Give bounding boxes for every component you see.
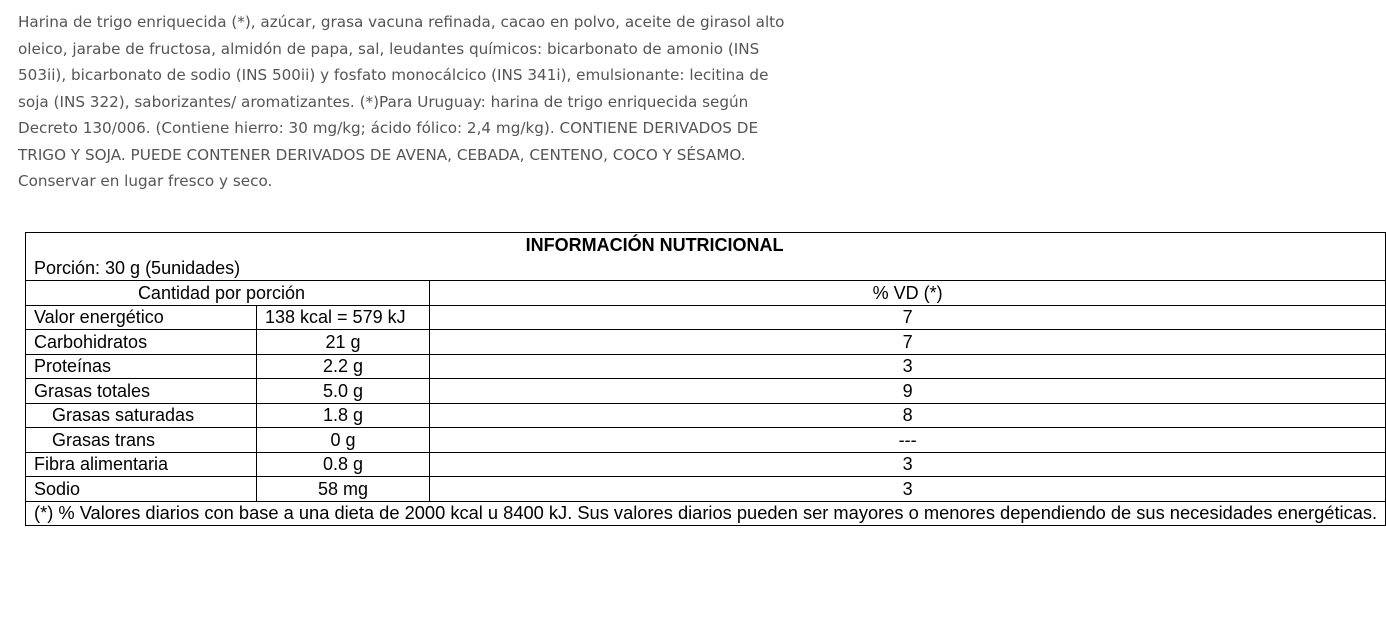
table-row	[26, 379, 1386, 404]
nutrient-name: Carbohidratos	[26, 330, 257, 355]
header-amount: Cantidad por porción	[26, 281, 430, 306]
nutrient-amount: 0 g	[257, 428, 430, 453]
portion-size: Porción: 30 g (5unidades)	[26, 257, 1386, 281]
header-vd: % VD (*)	[430, 281, 1386, 306]
nutrient-amount: 0.8 g	[257, 452, 430, 477]
nutrient-amount: 2.2 g	[257, 354, 430, 379]
nutrient-name: Grasas totales	[26, 379, 257, 404]
ingredients-line: oleico, jarabe de fructosa, almidón de papa, sal, leudantes químicos: bicarbonato de amonio (INS	[18, 39, 760, 58]
nutrient-name: Valor energético	[26, 305, 257, 330]
nutrient-name: Proteínas	[26, 354, 257, 379]
footnote: (*) % Valores diarios con base a una dieta de 2000 kcal u 8400 kJ. Sus valores diarios pueden ser mayores o menores dependiendo de sus necesidades energéticas.	[26, 501, 1386, 526]
table-row	[26, 452, 1386, 477]
nutrient-amount: 58 mg	[257, 477, 430, 502]
nutrient-vd: 3	[430, 354, 1386, 379]
nutrient-vd: 3	[430, 477, 1386, 502]
table-title-row	[26, 233, 1386, 257]
table-row	[26, 305, 1386, 330]
nutrient-amount: 21 g	[257, 330, 430, 355]
ingredients-line: TRIGO Y SOJA. PUEDE CONTENER DERIVADOS DE AVENA, CEBADA, CENTENO, COCO Y SÉSAMO.	[18, 145, 746, 164]
table-title: INFORMACIÓN NUTRICIONAL	[26, 233, 1386, 257]
ingredients-line: Conservar en lugar fresco y seco.	[18, 172, 273, 190]
header-row	[26, 281, 1386, 306]
nutrient-vd: 8	[430, 403, 1386, 428]
nutrient-vd: 3	[430, 452, 1386, 477]
footnote-row	[26, 501, 1386, 526]
table-row	[26, 477, 1386, 502]
nutrient-amount: 1.8 g	[257, 403, 430, 428]
nutrient-vd: ---	[430, 428, 1386, 453]
portion-row	[26, 257, 1386, 281]
nutrient-vd: 7	[430, 330, 1386, 355]
ingredients-text	[18, 9, 784, 195]
table-row	[26, 330, 1386, 355]
nutrient-name: Sodio	[26, 477, 257, 502]
table-row	[26, 354, 1386, 379]
nutrition-table	[25, 232, 1386, 526]
nutrient-name: Grasas trans	[26, 428, 257, 453]
table-row	[26, 428, 1386, 453]
ingredients-line: soja (INS 322), saborizantes/ aromatizantes. (*)Para Uruguay: harina de trigo enriquecida según	[18, 92, 749, 111]
nutrient-vd: 9	[430, 379, 1386, 404]
nutrient-vd: 7	[430, 305, 1386, 330]
ingredients-line: 503ii), bicarbonato de sodio (INS 500ii) y fosfato monocálcico (INS 341i), emulsionante: lecitina de	[18, 66, 769, 84]
ingredients-line: Harina de trigo enriquecida (*), azúcar, grasa vacuna refinada, cacao en polvo, aceite de girasol alto	[18, 13, 785, 31]
table-row	[26, 403, 1386, 428]
nutrient-amount: 5.0 g	[257, 379, 430, 404]
nutrient-name: Fibra alimentaria	[26, 452, 257, 477]
nutrient-amount: 138 kcal = 579 kJ	[257, 305, 430, 330]
nutrient-name: Grasas saturadas	[26, 403, 257, 428]
ingredients-line: Decreto 130/006. (Contiene hierro: 30 mg/kg; ácido fólico: 2,4 mg/kg). CONTIENE DERIVADOS DE	[18, 119, 759, 137]
